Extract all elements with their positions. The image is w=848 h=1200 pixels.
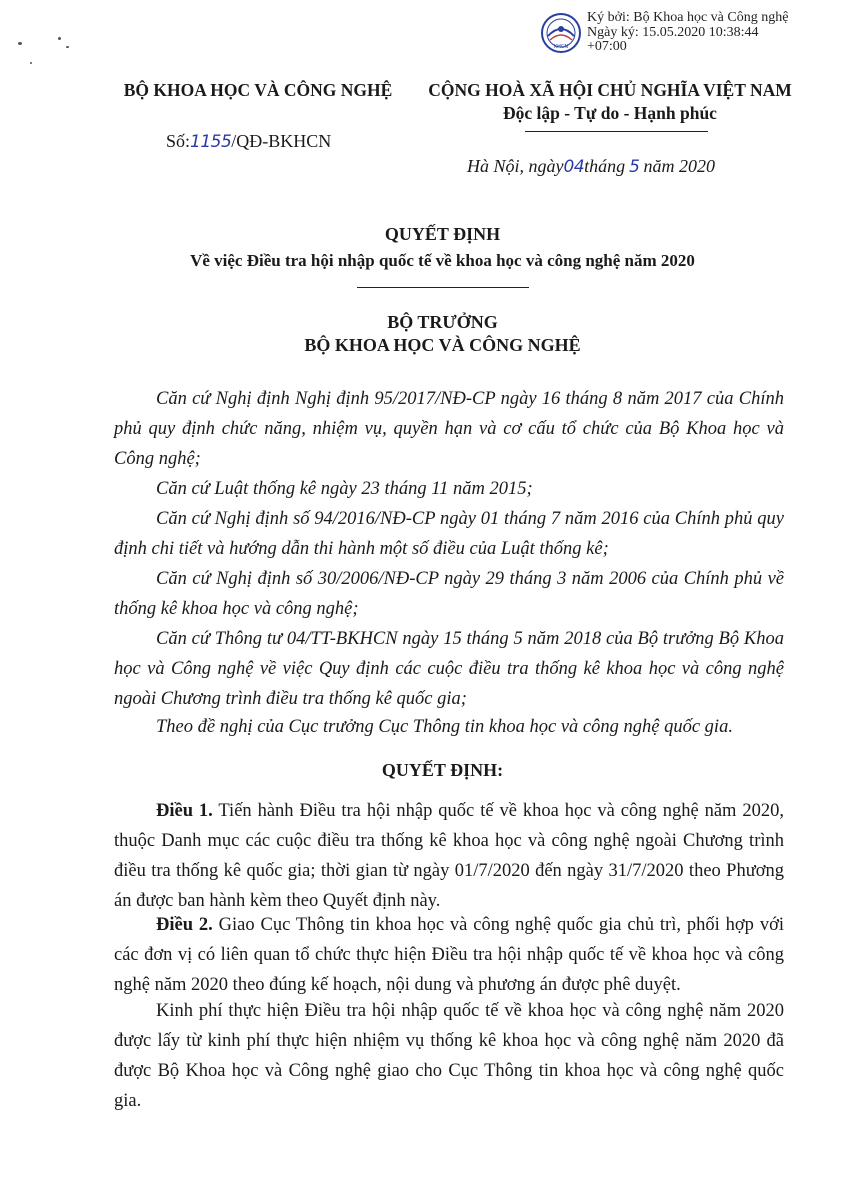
motto-underline — [525, 131, 708, 132]
funding-paragraph: Kinh phí thực hiện Điều tra hội nhập quốc tế về khoa học và công nghệ năm 2020 được lấy từ kinh phí thực hiện nhiệm vụ thống kê khoa học và công nghệ năm 2020 đã được Bộ Khoa học và Công nghệ giao cho Cục Thông tin khoa học và công nghệ quốc gia. — [114, 1001, 784, 1111]
document-title: QUYẾT ĐỊNH — [384, 224, 501, 244]
article-2-text: Giao Cục Thông tin khoa học và công nghệ quốc gia chủ trì, phối hợp với các đơn vị có liên quan tổ chức thực hiện Điều tra hội nhập quốc tế về khoa học và công nghệ năm 2020 theo đúng kế hoạch, nội dung và phương án được phê duyệt. — [114, 915, 784, 995]
signature-timezone: +07:00 — [587, 39, 627, 54]
article-1 — [114, 796, 784, 916]
signer-label: Ký bởi: Bộ Khoa học và Công nghệ — [587, 10, 789, 25]
date-year: năm 2020 — [643, 156, 715, 176]
number-suffix: /QĐ-BKHCN — [231, 131, 332, 151]
document-number — [166, 131, 331, 152]
country-name: CỘNG HOÀ XÃ HỘI CHỦ NGHĨA VIỆT NAM — [428, 80, 792, 100]
national-motto: Độc lập - Tự do - Hạnh phúc — [503, 103, 717, 123]
title-underline — [357, 287, 529, 288]
authority-agency: BỘ KHOA HỌC VÀ CÔNG NGHỆ — [304, 335, 581, 355]
number-prefix: Số: — [166, 131, 191, 151]
handwritten-day: 04 — [563, 157, 585, 177]
document-date — [467, 156, 715, 177]
preamble-basis-5: Căn cứ Thông tư 04/TT-BKHCN ngày 15 tháng 5 năm 2018 của Bộ trưởng Bộ Khoa học và Công nghệ về việc Quy định các cuộc điều tra thống kê khoa học và công nghệ ngoài Chương trình điều tra thống kê quốc gia; — [114, 629, 784, 709]
preamble-basis-4: Căn cứ Nghị định số 30/2006/NĐ-CP ngày 29 tháng 3 năm 2006 của Chính phủ về thống kê khoa học và công nghệ; — [114, 569, 784, 619]
digital-signature-info — [587, 11, 788, 55]
authority-title: BỘ TRƯỞNG — [387, 312, 498, 332]
document-subject: Về việc Điều tra hội nhập quốc tế về khoa học và công nghệ năm 2020 — [190, 251, 695, 270]
handwritten-number: 1155 — [190, 132, 232, 152]
article-2 — [114, 910, 784, 1000]
ministry-seal-icon — [540, 12, 582, 54]
article-1-text: Tiến hành Điều tra hội nhập quốc tế về khoa học và công nghệ năm 2020, thuộc Danh mục các cuộc điều tra thống kê khoa học và công nghệ ngoài Chương trình điều tra thống kê quốc gia; thời gian từ ngày 01/7/2020 đến ngày 31/7/2020 theo Phương án được ban hành kèm theo Quyết định này. — [114, 801, 784, 911]
preamble-basis-3: Căn cứ Nghị định số 94/2016/NĐ-CP ngày 01 tháng 7 năm 2016 của Chính phủ quy định chi tiết và hướng dẫn thi hành một số điều của Luật thống kê; — [114, 509, 784, 559]
handwritten-month: 5 — [629, 157, 640, 177]
preamble-proposal: Theo đề nghị của Cục trưởng Cục Thông tin khoa học và công nghệ quốc gia. — [156, 717, 733, 737]
signature-date: Ngày ký: 15.05.2020 10:38:44 — [587, 24, 759, 40]
article-2-label: Điều 2. — [156, 915, 213, 935]
decision-heading: QUYẾT ĐỊNH: — [381, 760, 504, 780]
date-month-label: tháng — [584, 156, 626, 176]
preamble-basis-1: Căn cứ Nghị định Nghị định 95/2017/NĐ-CP ngày 16 tháng 8 năm 2017 của Chính phủ quy định chức năng, nhiệm vụ, quyền hạn và cơ cấu tổ chức của Bộ Khoa học và Công nghệ; — [114, 389, 784, 469]
date-place: Hà Nội, ngày — [467, 156, 564, 176]
svg-text:KHCN: KHCN — [553, 44, 569, 50]
preamble-basis-2: Căn cứ Luật thống kê ngày 23 tháng 11 năm 2015; — [156, 479, 533, 499]
article-1-label: Điều 1. — [156, 801, 213, 821]
agency-name: BỘ KHOA HỌC VÀ CÔNG NGHỆ — [123, 80, 393, 100]
